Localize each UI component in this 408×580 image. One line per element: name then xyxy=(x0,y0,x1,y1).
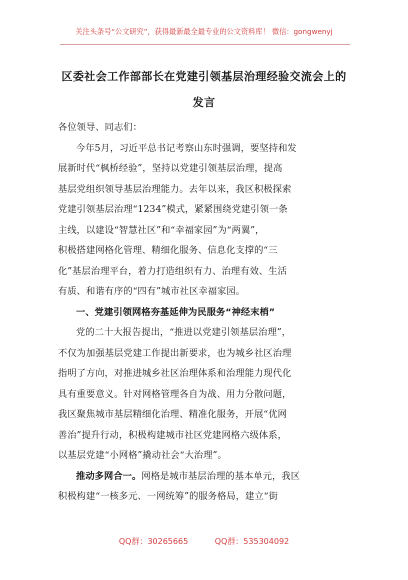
header-divider xyxy=(60,44,350,45)
document-body xyxy=(58,118,354,508)
paragraph-2-line: 以基层党建“小网格”撬动社会“大治理”。 xyxy=(58,450,227,461)
paragraph-1-line: 基层党组织领导基层治理能力。去年以来，我区积极探索 xyxy=(58,183,292,195)
paragraph-3-line xyxy=(58,467,354,488)
footer-contact xyxy=(0,536,408,547)
document-title-line-2: 发言 xyxy=(192,96,216,109)
paragraph-1-line: 展新时代“枫桥经验”，坚持以党建引领基层治理，提高 xyxy=(58,163,283,174)
footer-qq-1: QQ群：30265665 xyxy=(118,537,189,546)
paragraph-1-line: 化”基层治理平台，着力打造组织有力、治理有效、生活 xyxy=(58,265,287,277)
paragraph-1-line: 积极搭建网格化管理、精细化服务、信息化支撑的“三 xyxy=(58,245,278,256)
paragraph-1-line: 党建引领基层治理“1234”模式，紧紧围绕党建引领一条 xyxy=(58,204,288,215)
paragraph-3-lead: 推动多网合一。 xyxy=(76,470,142,482)
greeting: 各位领导、同志们： xyxy=(58,122,143,133)
paragraph-3-line: 积极构建“一核多元、一网统筹”的服务格局，建立“街 xyxy=(58,491,278,502)
paragraph-2-line: 指明了方向，对推进城乡社区治理体系和治理能力现代化 xyxy=(58,368,292,379)
paragraph-2-line: 党的二十大报告提出，“推进以党建引领基层治理”， xyxy=(76,327,292,338)
paragraph-2-line: 我区聚焦城市基层精细化治理、精准化服务，开展“优网 xyxy=(58,409,287,420)
document-title-line-1: 区委社会工作部部长在党建引领基层治理经验交流会上的 xyxy=(61,70,347,83)
paragraph-2-line: 具有重要意义。针对网格管理各自为战、用力分散问题， xyxy=(58,388,292,400)
paragraph-2-line: 不仅为加强基层党建工作提出新要求，也为城乡社区治理 xyxy=(58,347,292,359)
paragraph-3-text: 网格是城市基层治理的基本单元，我区 xyxy=(141,470,301,482)
paragraph-1-line: 今年5月，习近平总书记考察山东时强调，要坚持和发 xyxy=(76,142,297,154)
paragraph-1-line: 主线，以建设“智慧社区”和“幸福家园”为“两翼”， xyxy=(58,224,265,236)
paragraph-2-line: 善治”提升行动，积极构建城市社区党建网格六级体系， xyxy=(58,429,287,441)
section-1-heading: 一、党建引领网格夯基延伸为民服务“神经末梢” xyxy=(76,306,276,318)
header-banner: 关注头条号“公文研究”，获得最新最全最专业的公文资料库！ 微信：gongwenyj xyxy=(75,27,333,36)
footer-qq-2: QQ群：535304092 xyxy=(214,537,290,546)
paragraph-1-line: 有质、和谐有序的“四有”城市社区幸福家园。 xyxy=(58,286,246,297)
